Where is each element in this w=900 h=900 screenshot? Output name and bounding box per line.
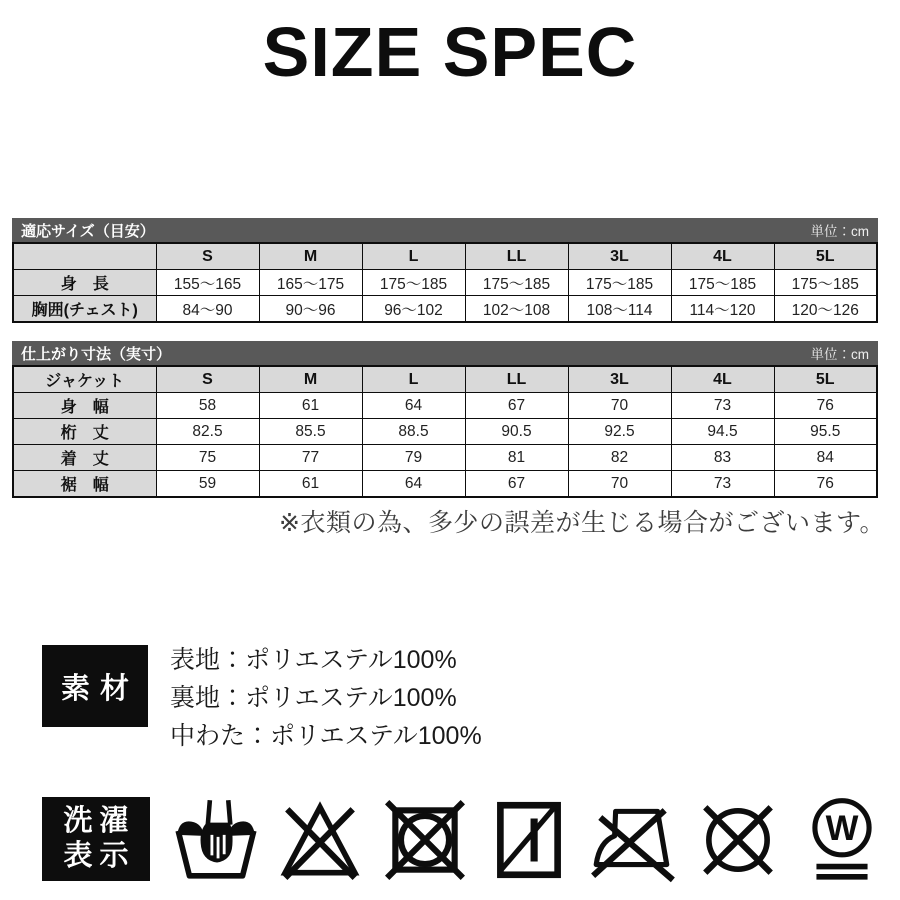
value-cell: 90.5 bbox=[465, 419, 568, 445]
value-cell: 70 bbox=[568, 393, 671, 419]
corner-cell: ジャケット bbox=[13, 366, 156, 393]
value-cell: 82 bbox=[568, 445, 671, 471]
value-cell: 59 bbox=[156, 471, 259, 498]
value-cell: 83 bbox=[671, 445, 774, 471]
laundry-icons-row bbox=[170, 794, 888, 886]
finished-size-section bbox=[12, 341, 878, 498]
column-header: S bbox=[156, 366, 259, 393]
material-line-padding: 中わた：ポリエステル100% bbox=[170, 722, 482, 750]
do-not-bleach-icon bbox=[274, 794, 366, 886]
row-label: 身 幅 bbox=[13, 393, 156, 419]
column-header: 5L bbox=[774, 243, 877, 270]
material-lines bbox=[170, 641, 482, 755]
applicable-size-header-bar bbox=[12, 218, 878, 242]
corner-cell bbox=[13, 243, 156, 270]
row-label: 桁 丈 bbox=[13, 419, 156, 445]
value-cell: 84〜90 bbox=[156, 296, 259, 323]
value-cell: 73 bbox=[671, 393, 774, 419]
value-cell: 84 bbox=[774, 445, 877, 471]
table-row bbox=[13, 366, 877, 393]
value-cell: 175〜185 bbox=[362, 270, 465, 296]
row-label: 胸囲(チェスト) bbox=[13, 296, 156, 323]
column-header: M bbox=[259, 366, 362, 393]
value-cell: 102〜108 bbox=[465, 296, 568, 323]
table-title: 適応サイズ（目安） bbox=[21, 222, 155, 240]
table-title: 仕上がり寸法（実寸） bbox=[21, 345, 172, 363]
page-title: SIZE SPEC bbox=[262, 13, 638, 91]
column-header: 4L bbox=[671, 243, 774, 270]
table-row bbox=[13, 419, 877, 445]
value-cell: 90〜96 bbox=[259, 296, 362, 323]
column-header: LL bbox=[465, 366, 568, 393]
value-cell: 61 bbox=[259, 393, 362, 419]
value-cell: 175〜185 bbox=[671, 270, 774, 296]
value-cell: 75 bbox=[156, 445, 259, 471]
value-cell: 120〜126 bbox=[774, 296, 877, 323]
column-header: L bbox=[362, 243, 465, 270]
value-cell: 96〜102 bbox=[362, 296, 465, 323]
value-cell: 73 bbox=[671, 471, 774, 498]
value-cell: 175〜185 bbox=[568, 270, 671, 296]
table-row bbox=[13, 393, 877, 419]
unit-label: 単位：cm bbox=[810, 224, 869, 239]
value-cell: 70 bbox=[568, 471, 671, 498]
value-cell: 64 bbox=[362, 393, 465, 419]
do-not-dry-clean-icon bbox=[692, 794, 784, 886]
laundry-label-line1: 洗濯 bbox=[63, 805, 136, 837]
value-cell: 61 bbox=[259, 471, 362, 498]
column-header: L bbox=[362, 366, 465, 393]
value-cell: 82.5 bbox=[156, 419, 259, 445]
finished-size-header-bar bbox=[12, 341, 878, 365]
value-cell: 92.5 bbox=[568, 419, 671, 445]
value-cell: 175〜185 bbox=[774, 270, 877, 296]
unit-label: 単位：cm bbox=[810, 347, 869, 362]
column-header: 4L bbox=[671, 366, 774, 393]
row-label: 身 長 bbox=[13, 270, 156, 296]
value-cell: 81 bbox=[465, 445, 568, 471]
do-not-tumble-dry-icon bbox=[379, 794, 471, 886]
hand-wash-icon bbox=[170, 794, 262, 886]
row-label: 裾 幅 bbox=[13, 471, 156, 498]
applicable-size-table bbox=[12, 242, 878, 323]
value-cell: 67 bbox=[465, 393, 568, 419]
applicable-size-section bbox=[12, 218, 878, 323]
value-cell: 95.5 bbox=[774, 419, 877, 445]
value-cell: 85.5 bbox=[259, 419, 362, 445]
material-section bbox=[42, 645, 482, 755]
value-cell: 76 bbox=[774, 393, 877, 419]
wet-clean-letter: W bbox=[825, 810, 859, 848]
table-row bbox=[13, 243, 877, 270]
tolerance-note: ※衣類の為、多少の誤差が生じる場合がございます。 bbox=[279, 509, 885, 537]
material-line-outer: 表地：ポリエステル100% bbox=[170, 646, 457, 674]
value-cell: 67 bbox=[465, 471, 568, 498]
line-dry-in-shade-icon bbox=[483, 794, 575, 886]
value-cell: 58 bbox=[156, 393, 259, 419]
column-header: LL bbox=[465, 243, 568, 270]
column-header: 3L bbox=[568, 366, 671, 393]
finished-size-table bbox=[12, 365, 878, 498]
row-label: 着 丈 bbox=[13, 445, 156, 471]
material-label-box: 素材 bbox=[42, 645, 148, 727]
value-cell: 94.5 bbox=[671, 419, 774, 445]
wet-clean-icon bbox=[796, 794, 888, 886]
table-row bbox=[13, 445, 877, 471]
laundry-label-box bbox=[42, 797, 150, 881]
column-header: 5L bbox=[774, 366, 877, 393]
do-not-iron-icon bbox=[587, 794, 679, 886]
laundry-label bbox=[56, 804, 135, 874]
column-header: 3L bbox=[568, 243, 671, 270]
value-cell: 88.5 bbox=[362, 419, 465, 445]
value-cell: 165〜175 bbox=[259, 270, 362, 296]
value-cell: 108〜114 bbox=[568, 296, 671, 323]
value-cell: 64 bbox=[362, 471, 465, 498]
column-header: S bbox=[156, 243, 259, 270]
value-cell: 114〜120 bbox=[671, 296, 774, 323]
value-cell: 79 bbox=[362, 445, 465, 471]
table-row bbox=[13, 296, 877, 323]
material-line-lining: 裏地：ポリエステル100% bbox=[170, 684, 457, 712]
value-cell: 76 bbox=[774, 471, 877, 498]
table-row bbox=[13, 270, 877, 296]
value-cell: 175〜185 bbox=[465, 270, 568, 296]
table-row bbox=[13, 471, 877, 498]
value-cell: 155〜165 bbox=[156, 270, 259, 296]
value-cell: 77 bbox=[259, 445, 362, 471]
laundry-label-line2: 表示 bbox=[63, 840, 136, 872]
column-header: M bbox=[259, 243, 362, 270]
